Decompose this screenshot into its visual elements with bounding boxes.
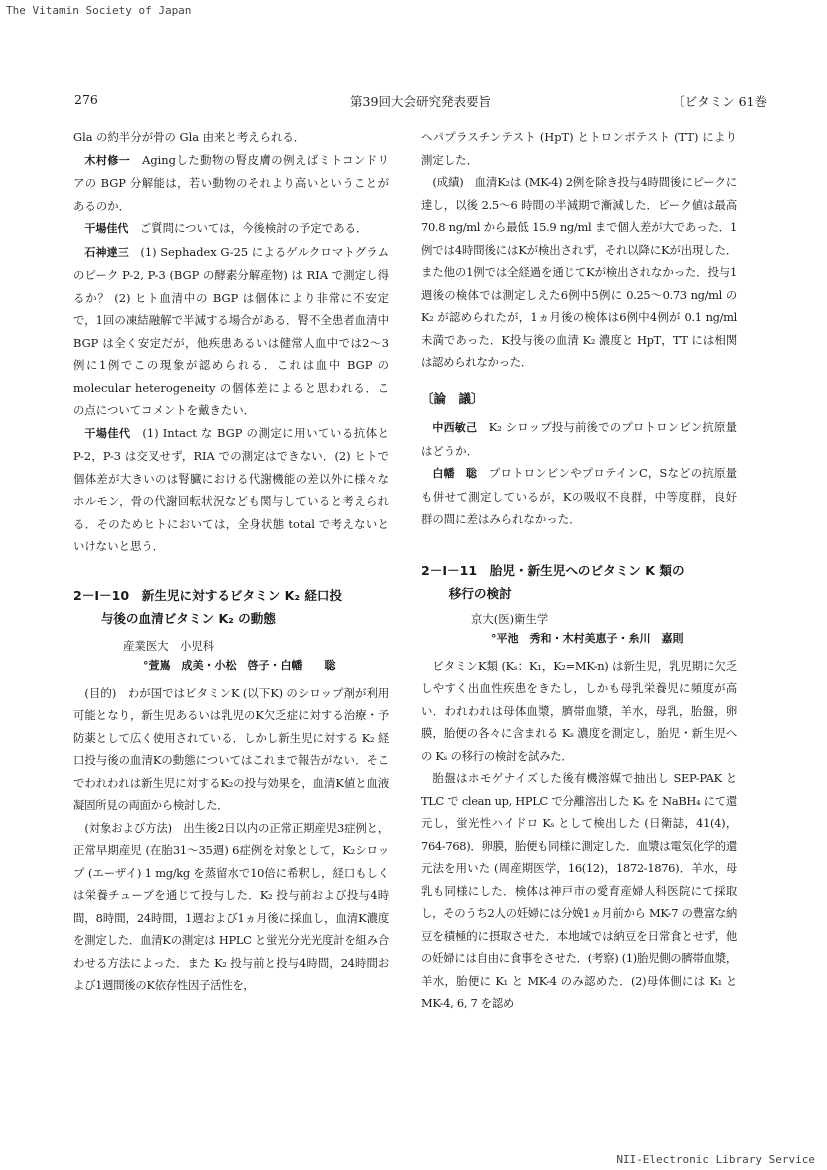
discussion-item [73,149,389,218]
discussion-text: プロトロンビンやプロテインC，Sなどの抗原量も併せて測定しているが，Kの吸収不良群，中等度群，良好群の間に差はみられなかった． [421,466,737,526]
paragraph: ビタミンK類 (Kₛ：K₁，K₂=MK-n) は新生児，乳児期に欠乏しやすく出血性疾患をきたし，しかも母乳栄養児に頻度が高い．われわれは母体血漿，臍帯血漿，羊水，母乳，胎盤，卵膜，胎便の各々に含まれる Kₛ 濃度を測定し，胎児・新生児への Kₛ の移行の検討を試みた． [421,658,737,763]
paragraph: (対象および方法) 出生後2日以内の正常正期産児3症例と，正常早期産児 (在胎31～35週) 6症例を対象として，K₂シロップ (エーザイ) 1 mg/kg を蒸留水で10倍に希釈し，経口もしくは栄養チューブを通じて投与した．K₂ 投与前および投与4時間，8時間，24時間，1週および1ヵ月後に採血し，血清K濃度を測定した．血清Kの測定は HPLC と蛍光分光光度計を組み合わせる方法によった．また K₂ 投与前と投与4時間，24時間および1週間後のK依存性因子活性を， [73,820,389,992]
paragraph: (目的) わが国ではビタミンK (以下K) のシロップ剤が利用可能となり，新生児あるいは乳児のK欠乏症に対する治療・予防薬として広く使用されている．しかし新生児に対する K₂ 経口投与後の血清Kの動態についてはこれまで報告がない．そこでわれわれは新生児に対するK₂の投与効果を，血清K値と血液凝固所見の両面から検討した． [73,685,389,812]
discussion-item [73,217,389,241]
section-number: 2－Ⅰ－10 [73,587,130,603]
speaker-name: 石神達三 [84,245,129,259]
paragraph: (成績) 血清K₂は (MK-4) 2例を除き投与4時間後にピークに達し，以後 2.5～6 時間の半減期で漸減した．ピーク値は最高 70.8 ng/ml から最低 15.9 ng/ml まで個人差が大であった．1例では4時間後にはKが検出されず，それ以降にKが出現した．また他の1例では全経過を通じてKが検出されなかった．投与1週後の検体では測定しえた6例中5例に 0.25～0.73 ng/ml の K₂ が認められたが，1ヵ月後の検体は6例中4例が 0.1 ng/ml 未満であった．K投与後の血清 K₂ 濃度と HpT，TT には相関は認められなかった． [421,175,737,369]
discussion-text: (1) Sephadex G-25 によるゲルクロマトグラムのピーク P-2, P-3 (BGP の酵素分解産物) は RIA で測定し得るか？ (2) ヒト血清中の BGP は個体により非常に不安定で，1回の凍結融解で半減する場合がある．腎不全患者血清中 BGP は全く安定だが，他疾患あるいは健常人血中では2～3例に1例でこの現象が認められる．これは血中 BGP の molecular heterogeneity の個体差によると思われる．この点についてコメントを戴きたい． [73,244,390,417]
section-title-line1: 胎児・新生児へのビタミン K 類の [489,562,685,578]
section-title-line2: 与後の血清ビタミン K₂ の動態 [100,610,276,626]
affiliation: 京大(医)衛生学 [471,611,549,626]
paragraph: 胎盤はホモゲナイズした後有機溶媒で抽出し SEP-PAK と TLC で clean up, HPLC で分離溶出した Kₛ を NaBH₄ にて還元し，蛍光性ハイドロ Kₛ として検出した (日衛誌，41(4)，764-768)．卵膜，胎便も同様に測定した．血漿は電気化学的還元法を用いた (周産期医学，16(12)，1872-1876)．羊水，母乳も同様にした．検体は神戸市の愛育産婦人科医院にて採取し，そのうち2人の妊婦には分娩1ヵ月前から MK-7 の豊富な納豆を積極的に摂取させた．本地域では納豆を日常食とせず，他の妊婦には自由に食事をさせた．(考察) (1)胎児側の臍帯血漿，羊水，胎便に K₁ と MK-4 のみ認めた．(2)母体側には K₁ と MK-4, 6, 7 を認め [421,771,737,1010]
speaker-name: 干場佳代 [84,222,129,235]
section-title [421,559,737,605]
discussion-heading: 〔論 議〕 [421,390,484,406]
discussion-item [73,241,389,422]
left-column [73,126,389,997]
speaker-name: 木村修一 [84,153,131,167]
discussion-item [421,462,737,531]
running-title: 第39回大会研究発表要旨 [350,94,491,109]
discussion-text: K₂ シロップ投与前後でのプロトロンビン抗原量はどうか． [421,420,737,458]
section-title-line1: 新生児に対するビタミン K₂ 経口投 [141,587,343,603]
authors: °萱嶌 成美・小松 啓子・白幡 聡 [143,658,336,672]
right-column [421,126,737,1015]
page-header [74,92,767,110]
speaker-name: 白幡 聡 [432,467,478,480]
authors: °平池 秀和・木村美恵子・糸川 嘉則 [491,631,684,645]
section-number: 2－Ⅰ－11 [421,562,478,578]
speaker-name: 干場佳代 [84,426,131,440]
watermark-bottom: NII-Electronic Library Service [616,1153,815,1166]
speaker-name: 中西敏己 [432,421,478,434]
page-number: 276 [74,92,98,107]
discussion-text: ご質問については，今後検討の予定である． [128,221,368,235]
discussion-text: Agingした動物の腎皮膚の例えばミトコンドリアの BGP 分解能は，若い動物のそれより高いということがあるのか． [73,152,389,213]
affiliation: 産業医大 小児科 [123,638,215,653]
watermark-top: The Vitamin Society of Japan [6,4,192,17]
paragraph: ヘパプラスチンテスト (HpT) とトロンボテスト (TT) により測定した． [421,130,737,167]
paragraph: Gla の約半分が骨の Gla 由来と考えられる． [73,130,306,144]
discussion-item [73,422,389,558]
section-title [73,584,389,630]
discussion-item [421,416,737,462]
discussion-text: (1) Intact な BGP の測定に用いている抗体と P-2，P-3 は交叉せず，RIA での測定はできない．(2) ヒトで個体差が大きいのは腎臓における代謝機能の差以外に様々なホルモン，骨の代謝回転状況なども関与していると考えられる．そのためヒトにおいては，全身状態 total で考えないといけないと思う． [73,425,390,553]
volume-label: 〔ビタミン 61巻 [672,94,767,109]
section-title-line2: 移行の検討 [448,585,512,601]
